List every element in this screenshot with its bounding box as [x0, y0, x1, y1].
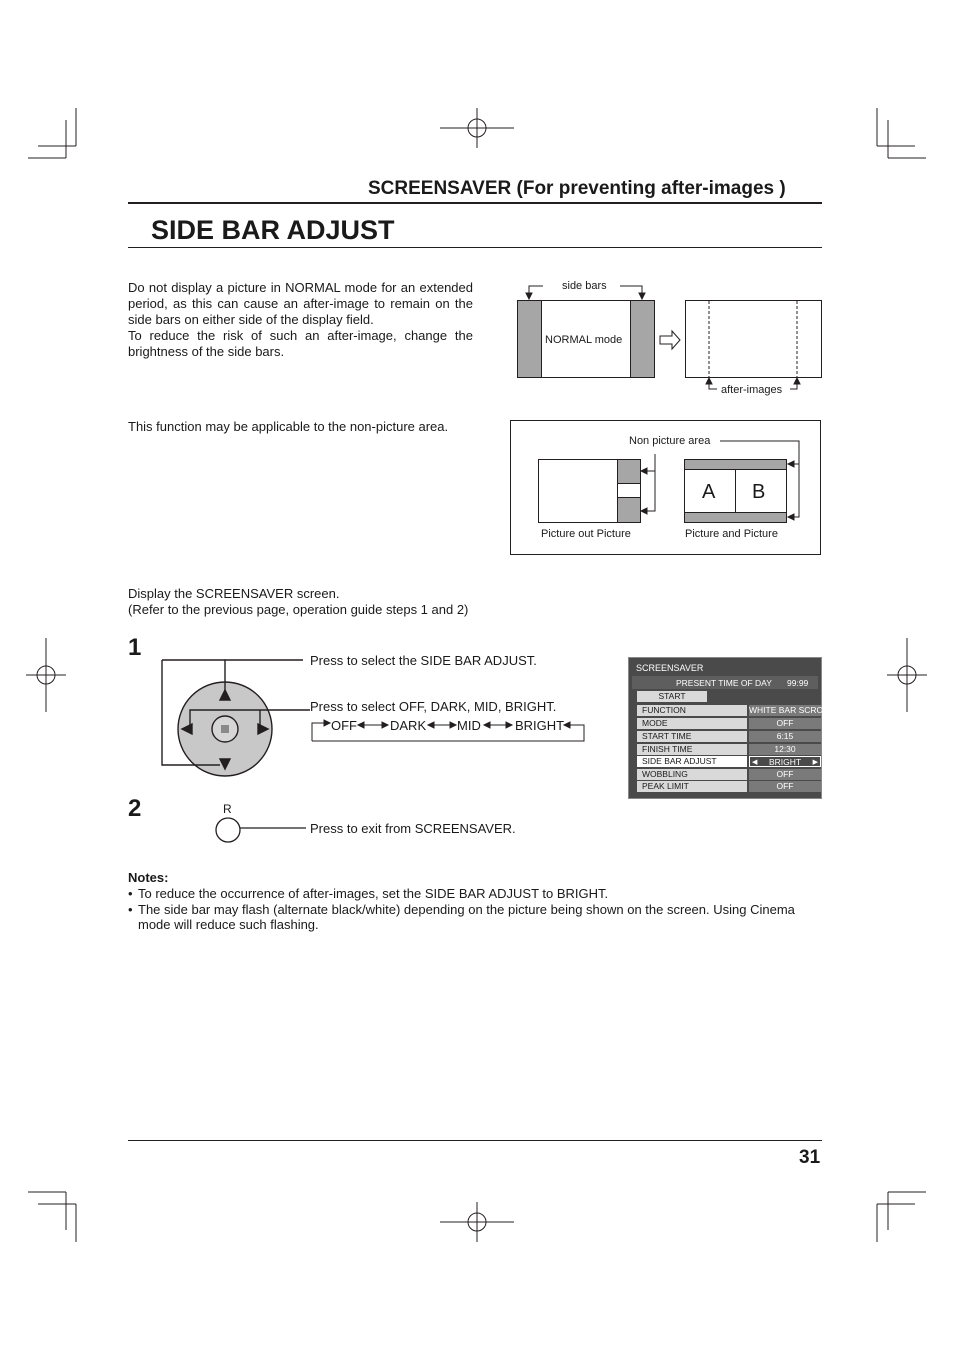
r-button[interactable] [214, 815, 306, 845]
intro-line: brightness of the side bars. [128, 344, 285, 359]
section-title: SCREENSAVER (For preventing after-images ) [368, 178, 786, 199]
instruction-line: (Refer to the previous page, operation guide steps 1 and 2) [128, 602, 469, 617]
osd-row-label: START TIME [637, 731, 747, 742]
non-picture-area-label: Non picture area [629, 435, 711, 447]
osd-start-button[interactable]: START [637, 691, 707, 702]
intro-line: side bars on either side of the display field. [128, 312, 374, 327]
osd-right-arrow-icon: ▶ [812, 759, 818, 766]
intro-line: Do not display a picture in NORMAL mode for an extended [128, 280, 473, 295]
page-title: SIDE BAR ADJUST [151, 215, 395, 245]
osd-row-value: WHITE BAR SCROLL [749, 705, 833, 715]
notes-heading: Notes: [128, 870, 169, 885]
note-item [128, 902, 824, 932]
side-bars-label: side bars [562, 280, 607, 292]
osd-row-value: OFF [749, 781, 821, 792]
step-1-select-text: Press to select the SIDE BAR ADJUST. [310, 653, 537, 668]
display-instruction [128, 586, 468, 618]
bullet-icon: • [128, 902, 133, 917]
step-1-number: 1 [128, 634, 142, 661]
osd-row-value: OFF [749, 718, 821, 729]
osd-row-label: WOBBLING [637, 769, 747, 780]
option-mid: MID [457, 718, 481, 733]
intro-line: period, as this can cause an after-image to remain on the [128, 296, 473, 311]
osd-row-value: OFF [749, 769, 821, 780]
osd-title: SCREENSAVER [636, 663, 704, 673]
osd-row-value: 12:30 [749, 744, 821, 755]
osd-row-value: 6:15 [749, 731, 821, 742]
pop-label: Picture out Picture [541, 528, 631, 540]
note-text: To reduce the occurrence of after-images, set the SIDE BAR ADJUST to BRIGHT. [138, 886, 609, 901]
instruction-line: Display the SCREENSAVER screen. [128, 586, 340, 601]
osd-row-value [749, 756, 821, 767]
osd-row-label: FINISH TIME [637, 744, 747, 755]
bullet-icon: • [128, 886, 133, 901]
note-text: The side bar may flash (alternate black/white) depending on the picture being shown on the screen. Using Cinema mode will reduce such flashing. [138, 902, 795, 932]
osd-selected-value: BRIGHT [768, 757, 802, 767]
applicable-text: This function may be applicable to the non-picture area. [128, 419, 449, 434]
osd-row-label: FUNCTION [637, 705, 747, 716]
osd-left-arrow-icon: ◀ [752, 759, 758, 766]
option-dark: DARK [390, 718, 427, 733]
step-1-options-text: Press to select OFF, DARK, MID, BRIGHT. [310, 699, 557, 714]
remote-dpad[interactable] [160, 655, 310, 780]
screensaver-osd [628, 657, 833, 799]
page-number: 31 [799, 1147, 821, 1168]
step-2-number: 2 [128, 795, 142, 822]
pap-b-label: B [752, 481, 766, 503]
step-2-exit-text: Press to exit from SCREENSAVER. [310, 821, 516, 836]
normal-mode-label: NORMAL mode [545, 334, 623, 346]
osd-present-value: 99:99 [787, 678, 809, 688]
pap-label: Picture and Picture [685, 528, 778, 540]
note-item [128, 886, 828, 901]
option-off: OFF [331, 718, 357, 733]
osd-row-label: SIDE BAR ADJUST [637, 756, 747, 767]
footer-rule [128, 1140, 822, 1141]
after-images-label: after-images [721, 384, 783, 396]
r-button-label: R [223, 802, 232, 816]
section-rule [128, 202, 822, 204]
option-bright: BRIGHT [515, 718, 565, 733]
title-rule [128, 247, 822, 248]
osd-row-label: MODE [637, 718, 747, 729]
osd-row-label: PEAK LIMIT [637, 781, 747, 792]
osd-present-label: PRESENT TIME OF DAY [676, 678, 772, 688]
intro-line: To reduce the risk of such an after-image, change the [128, 328, 473, 343]
intro-paragraph [128, 280, 473, 360]
pap-a-label: A [702, 481, 716, 503]
